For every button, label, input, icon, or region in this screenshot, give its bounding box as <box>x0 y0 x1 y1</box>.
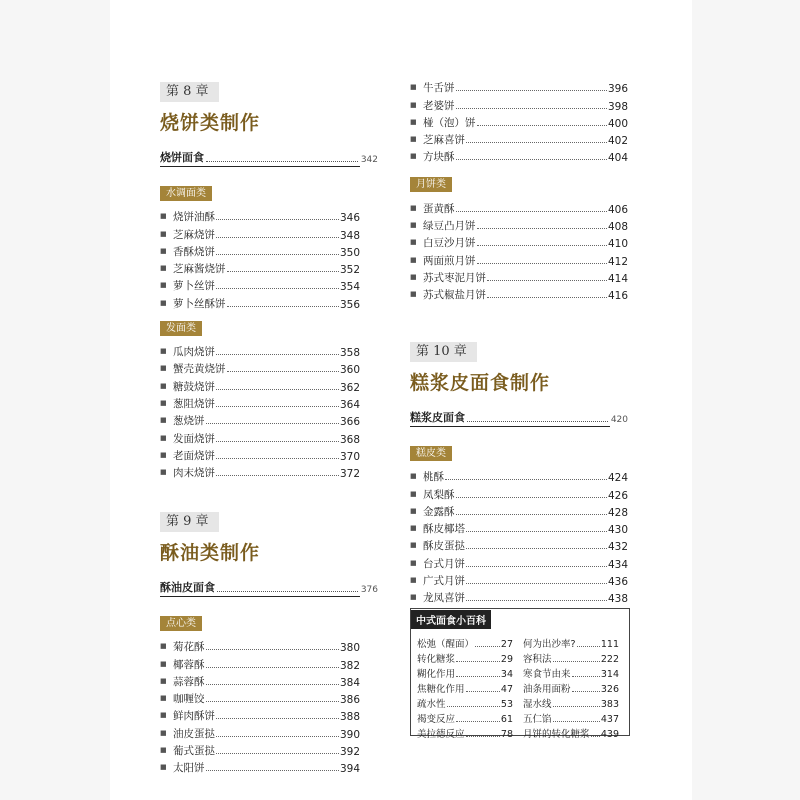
toc-item[interactable] <box>160 654 360 671</box>
bullet-icon: ■ <box>410 489 417 498</box>
dot-leader <box>487 297 607 298</box>
bullet-icon: ■ <box>410 290 417 299</box>
toc-item-title: 苏式枣泥月饼 <box>423 271 486 284</box>
toc-item-page: 392 <box>339 746 360 759</box>
toc-item[interactable] <box>160 376 360 393</box>
toc-item-title: 酥皮蛋挞 <box>423 540 465 553</box>
toc-item-title: 油皮蛋挞 <box>173 727 215 740</box>
toc-item[interactable] <box>410 502 628 519</box>
toc-item-title: 白豆沙月饼 <box>423 237 476 250</box>
dot-leader <box>216 718 339 719</box>
dot-leader <box>206 701 339 702</box>
bullet-icon: ■ <box>160 298 167 307</box>
chapter-title: 酥油类制作 <box>160 542 261 564</box>
bullet-icon: ■ <box>410 524 417 533</box>
encyclopedia-item-page: 61 <box>500 714 513 725</box>
toc-item-page: 412 <box>607 255 628 268</box>
toc-item-title: 蟹壳黄烧饼 <box>173 363 226 376</box>
toc-item-page: 352 <box>339 264 360 277</box>
dot-leader <box>206 770 339 771</box>
encyclopedia-item-title: 五仁馅 <box>523 714 552 725</box>
encyclopedia-left <box>417 635 513 740</box>
toc-item[interactable] <box>160 428 360 445</box>
encyclopedia-item[interactable] <box>523 680 619 695</box>
encyclopedia-item-title: 月饼的转化糖浆 <box>523 729 590 740</box>
chapter-title: 糕浆皮面食制作 <box>410 372 551 394</box>
item-list <box>410 198 628 302</box>
toc-item-page: 360 <box>339 364 360 377</box>
dot-leader <box>466 548 607 549</box>
dot-leader <box>447 706 500 707</box>
dot-leader <box>456 661 500 662</box>
toc-item-page: 430 <box>607 524 628 537</box>
toc-item-title: 蒜蓉酥 <box>173 675 205 688</box>
toc-item-title: 绿豆凸月饼 <box>423 220 476 233</box>
encyclopedia-item-title: 褐变反应 <box>417 714 456 725</box>
bullet-icon: ■ <box>410 135 417 144</box>
toc-item[interactable] <box>160 758 360 775</box>
toc-item-page: 348 <box>339 229 360 242</box>
toc-item[interactable] <box>410 484 628 501</box>
dot-leader <box>553 706 600 707</box>
toc-item[interactable] <box>160 689 360 706</box>
toc-item-title: 广式月饼 <box>423 575 465 588</box>
toc-item[interactable] <box>410 250 628 267</box>
toc-item-title: 菊花酥 <box>173 641 205 654</box>
section-tag: 发面类 <box>160 321 202 336</box>
bullet-icon: ■ <box>160 281 167 290</box>
section-tag: 点心类 <box>160 616 202 631</box>
toc-item-title: 酥皮椰塔 <box>423 523 465 536</box>
toc-item-title: 香酥烧饼 <box>173 245 215 258</box>
left-margin <box>0 0 110 800</box>
toc-item[interactable] <box>160 723 360 740</box>
toc-item-page: 364 <box>339 398 360 411</box>
bullet-icon: ■ <box>160 450 167 459</box>
dot-leader <box>216 441 339 442</box>
encyclopedia-item[interactable] <box>523 665 619 680</box>
encyclopedia-item-page: 47 <box>500 684 513 695</box>
encyclopedia-item[interactable] <box>417 635 513 650</box>
toc-item-page: 346 <box>339 212 360 225</box>
toc-item-page: 404 <box>607 152 628 165</box>
toc-item[interactable] <box>410 519 628 536</box>
section-tag: 糕皮类 <box>410 446 452 461</box>
toc-item-title: 芝麻酱烧饼 <box>173 263 226 276</box>
dot-leader <box>572 676 600 677</box>
toc-item-title: 凤梨酥 <box>423 488 455 501</box>
encyclopedia-item[interactable] <box>523 710 619 725</box>
dot-leader <box>206 649 339 650</box>
toc-item-title: 苏式椒盐月饼 <box>423 289 486 302</box>
bullet-icon: ■ <box>160 212 167 221</box>
toc-item-title: 蛋黄酥 <box>423 202 455 215</box>
chapter-8 <box>160 80 378 481</box>
encyclopedia-item-page: 326 <box>600 684 619 695</box>
toc-item[interactable] <box>160 359 360 376</box>
item-list <box>160 342 360 480</box>
toc-item[interactable] <box>160 637 360 654</box>
toc-item-title: 咖喱饺 <box>173 693 205 706</box>
encyclopedia-item-page: 439 <box>600 729 619 740</box>
toc-item-page: 350 <box>339 246 360 259</box>
encyclopedia-item-page: 111 <box>600 639 619 650</box>
toc-item-page: 354 <box>339 281 360 294</box>
toc-item[interactable] <box>160 394 360 411</box>
toc-item-title: 金露酥 <box>423 505 455 518</box>
encyclopedia-item[interactable] <box>417 695 513 710</box>
bullet-icon: ■ <box>410 593 417 602</box>
dot-leader <box>216 458 339 459</box>
dot-leader <box>477 228 607 229</box>
bullet-icon: ■ <box>160 746 167 755</box>
bullet-icon: ■ <box>160 676 167 685</box>
encyclopedia-item-page: 383 <box>600 699 619 710</box>
toc-item-title: 芝麻烧饼 <box>173 228 215 241</box>
bullet-icon: ■ <box>410 203 417 212</box>
bullet-icon: ■ <box>410 541 417 550</box>
toc-item-page: 390 <box>339 728 360 741</box>
toc-item[interactable] <box>160 276 360 293</box>
toc-item[interactable] <box>160 672 360 689</box>
encyclopedia-item-page: 314 <box>600 669 619 680</box>
toc-item-page: 406 <box>607 203 628 216</box>
toc-item[interactable] <box>410 553 628 570</box>
encyclopedia-item-title: 焦糖化作用 <box>417 684 465 695</box>
bullet-icon: ■ <box>160 694 167 703</box>
encyclopedia-item-page: 29 <box>500 654 513 665</box>
toc-item-page: 416 <box>607 290 628 303</box>
dot-leader <box>456 211 607 212</box>
dot-leader <box>456 90 607 91</box>
encyclopedia-item-page: 27 <box>500 639 513 650</box>
dot-leader <box>466 600 607 601</box>
dot-leader <box>466 583 607 584</box>
dot-leader <box>206 684 339 685</box>
section-tag: 月饼类 <box>410 177 452 192</box>
dot-leader <box>477 245 607 246</box>
dot-leader <box>456 514 607 515</box>
dot-leader <box>216 406 339 407</box>
dot-leader <box>216 288 339 289</box>
bullet-icon: ■ <box>410 152 417 161</box>
bullet-icon: ■ <box>160 468 167 477</box>
toc-item-page: 410 <box>607 238 628 251</box>
toc-item-title: 龙凤喜饼 <box>423 592 465 605</box>
dot-leader <box>466 736 500 737</box>
encyclopedia-title: 中式面食小百科 <box>411 610 491 629</box>
encyclopedia-item[interactable] <box>523 695 619 710</box>
encyclopedia-item[interactable] <box>417 725 513 740</box>
toc-item-title: 牛舌饼 <box>423 82 455 95</box>
toc-item[interactable] <box>410 78 628 95</box>
toc-item-page: 380 <box>339 642 360 655</box>
encyclopedia-item-title: 糊化作用 <box>417 669 456 680</box>
bullet-icon: ■ <box>160 433 167 442</box>
toc-item-title: 台式月饼 <box>423 557 465 570</box>
toc-item[interactable] <box>410 588 628 605</box>
dot-leader <box>456 159 607 160</box>
bullet-icon: ■ <box>160 659 167 668</box>
toc-item[interactable] <box>410 268 628 285</box>
dot-leader <box>466 142 607 143</box>
bullet-icon: ■ <box>160 364 167 373</box>
bullet-icon: ■ <box>410 117 417 126</box>
encyclopedia-item[interactable] <box>417 710 513 725</box>
toc-item-page: 414 <box>607 272 628 285</box>
toc-item-title: 太阳饼 <box>173 762 205 775</box>
encyclopedia-item-title: 疏水性 <box>417 699 446 710</box>
toc-item-title: 肉末烧饼 <box>173 467 215 480</box>
bullet-icon: ■ <box>410 272 417 281</box>
toc-item-title: 两面煎月饼 <box>423 254 476 267</box>
dot-leader <box>456 497 607 498</box>
item-list <box>410 78 628 164</box>
encyclopedia-box <box>410 608 630 740</box>
toc-item-title: 椪（泡）饼 <box>423 116 476 129</box>
bullet-icon: ■ <box>160 381 167 390</box>
toc-item-title: 芝麻喜饼 <box>423 134 465 147</box>
toc-item[interactable] <box>160 242 360 259</box>
encyclopedia-right <box>523 635 619 740</box>
dot-leader <box>227 371 339 372</box>
toc-item-page: 398 <box>607 100 628 113</box>
chapter-title: 烧饼类制作 <box>160 112 261 134</box>
encyclopedia-item-title: 美拉德反应 <box>417 729 465 740</box>
encyclopedia-item[interactable] <box>523 725 619 740</box>
encyclopedia-item-title: 容积法 <box>523 654 552 665</box>
dot-leader <box>216 237 339 238</box>
encyclopedia-item-page: 437 <box>600 714 619 725</box>
main-entry[interactable]: 烧饼面食 342 <box>160 151 378 165</box>
dot-leader <box>553 661 600 662</box>
toc-item-page: 372 <box>339 468 360 481</box>
dot-leader <box>477 263 607 264</box>
dot-leader <box>572 691 600 692</box>
toc-item-title: 萝卜丝饼 <box>173 280 215 293</box>
toc-item[interactable] <box>160 463 360 480</box>
item-list <box>160 207 360 311</box>
dot-leader <box>227 306 339 307</box>
bullet-icon: ■ <box>410 576 417 585</box>
bullet-icon: ■ <box>410 558 417 567</box>
toc-item-title: 椰蓉酥 <box>173 658 205 671</box>
bullet-icon: ■ <box>160 642 167 651</box>
dot-leader <box>477 125 607 126</box>
section-tag: 水调面类 <box>160 186 212 201</box>
dot-leader <box>456 676 500 677</box>
dot-leader <box>216 254 339 255</box>
toc-item-page: 428 <box>607 506 628 519</box>
toc-item-title: 老面烧饼 <box>173 449 215 462</box>
toc-item-title: 葡式蛋挞 <box>173 745 215 758</box>
dot-leader <box>591 736 600 737</box>
bullet-icon: ■ <box>160 763 167 772</box>
toc-item-page: 396 <box>607 83 628 96</box>
dot-leader <box>216 753 339 754</box>
bullet-icon: ■ <box>160 416 167 425</box>
dot-leader <box>445 479 607 480</box>
encyclopedia-item[interactable] <box>523 635 619 650</box>
toc-item-page: 366 <box>339 416 360 429</box>
dot-leader <box>227 271 339 272</box>
item-list <box>410 467 628 605</box>
toc-item-page: 438 <box>607 593 628 606</box>
bullet-icon: ■ <box>160 347 167 356</box>
dot-leader <box>466 691 500 692</box>
toc-item-page: 386 <box>339 694 360 707</box>
toc-item[interactable] <box>160 207 360 224</box>
toc-item-title: 瓜肉烧饼 <box>173 346 215 359</box>
toc-item-page: 436 <box>607 576 628 589</box>
bullet-icon: ■ <box>160 398 167 407</box>
toc-item[interactable] <box>410 285 628 302</box>
toc-item-title: 发面烧饼 <box>173 432 215 445</box>
dot-leader <box>466 531 607 532</box>
chapter-label: 第 8 章 <box>160 82 219 102</box>
bullet-icon: ■ <box>160 264 167 273</box>
main-entry[interactable]: 酥油皮面食 376 <box>160 581 378 595</box>
dot-leader <box>577 646 600 647</box>
bullet-icon: ■ <box>410 100 417 109</box>
toc-item-page: 408 <box>607 221 628 234</box>
toc-item-page: 368 <box>339 433 360 446</box>
main-entry[interactable]: 糕浆皮面食 420 <box>410 411 628 425</box>
bullet-icon: ■ <box>160 246 167 255</box>
toc-item-page: 400 <box>607 117 628 130</box>
dot-leader <box>216 389 339 390</box>
toc-item-page: 370 <box>339 450 360 463</box>
chapter-label: 第 9 章 <box>160 512 219 532</box>
bullet-icon: ■ <box>410 238 417 247</box>
encyclopedia-item[interactable] <box>417 680 513 695</box>
encyclopedia-item-title: 松弛（醒面） <box>417 639 475 650</box>
toc-item[interactable] <box>410 95 628 112</box>
encyclopedia-item-title: 转化糖浆 <box>417 654 456 665</box>
toc-item[interactable] <box>410 233 628 250</box>
toc-item[interactable] <box>410 113 628 130</box>
toc-item-title: 萝卜丝酥饼 <box>173 297 226 310</box>
bullet-icon: ■ <box>160 711 167 720</box>
bullet-icon: ■ <box>410 506 417 515</box>
dot-leader <box>466 566 607 567</box>
toc-item-page: 434 <box>607 558 628 571</box>
bullet-icon: ■ <box>160 229 167 238</box>
dot-leader <box>206 423 339 424</box>
toc-item-title: 鲜肉酥饼 <box>173 710 215 723</box>
encyclopedia-item-page: 34 <box>500 669 513 680</box>
toc-item[interactable] <box>410 216 628 233</box>
toc-item-page: 394 <box>339 763 360 776</box>
toc-item-page: 424 <box>607 472 628 485</box>
dot-leader <box>216 475 339 476</box>
encyclopedia-item[interactable] <box>417 650 513 665</box>
toc-item-page: 402 <box>607 135 628 148</box>
toc-item[interactable] <box>160 293 360 310</box>
dot-leader <box>553 721 600 722</box>
toc-item[interactable] <box>160 224 360 241</box>
toc-item[interactable] <box>160 259 360 276</box>
toc-item[interactable] <box>410 130 628 147</box>
bullet-icon: ■ <box>410 221 417 230</box>
toc-item[interactable] <box>410 467 628 484</box>
toc-item-page: 432 <box>607 541 628 554</box>
encyclopedia-item-title: 何为出沙率? <box>523 639 576 650</box>
dot-leader <box>216 354 339 355</box>
dot-leader <box>487 280 607 281</box>
toc-item-page: 388 <box>339 711 360 724</box>
toc-item-page: 358 <box>339 347 360 360</box>
chapter-9 <box>160 510 378 776</box>
toc-item-title: 葱阻烧饼 <box>173 397 215 410</box>
encyclopedia-item-page: 222 <box>600 654 619 665</box>
toc-item[interactable] <box>410 147 628 164</box>
item-list <box>160 637 360 775</box>
right-margin <box>692 0 800 800</box>
dot-leader <box>456 721 500 722</box>
encyclopedia-item-page: 53 <box>500 699 513 710</box>
toc-item-page: 382 <box>339 659 360 672</box>
dot-leader <box>456 108 607 109</box>
toc-item[interactable] <box>410 198 628 215</box>
encyclopedia-item-title: 寒食节由来 <box>523 669 571 680</box>
bullet-icon: ■ <box>160 728 167 737</box>
encyclopedia-item-page: 78 <box>500 729 513 740</box>
encyclopedia-item-title: 油条用面粉 <box>523 684 571 695</box>
toc-item-page: 362 <box>339 381 360 394</box>
toc-item[interactable] <box>160 706 360 723</box>
toc-item-title: 方块酥 <box>423 151 455 164</box>
toc-item-page: 356 <box>339 298 360 311</box>
toc-item-title: 老婆饼 <box>423 99 455 112</box>
toc-item[interactable] <box>160 446 360 463</box>
chapter-10 <box>410 340 628 605</box>
encyclopedia-item[interactable] <box>523 650 619 665</box>
toc-item-title: 糖鼓烧饼 <box>173 380 215 393</box>
dot-leader <box>216 736 339 737</box>
toc-item-page: 384 <box>339 676 360 689</box>
dot-leader <box>216 219 339 220</box>
bullet-icon: ■ <box>410 472 417 481</box>
encyclopedia-item[interactable] <box>417 665 513 680</box>
encyclopedia-item-title: 湿水线 <box>523 699 552 710</box>
toc-item-title: 葱烧饼 <box>173 415 205 428</box>
toc-item[interactable] <box>410 571 628 588</box>
dot-leader <box>206 667 339 668</box>
bullet-icon: ■ <box>410 83 417 92</box>
toc-item-page: 426 <box>607 489 628 502</box>
chapter-9-continued <box>410 78 628 302</box>
bullet-icon: ■ <box>410 255 417 264</box>
toc-item[interactable] <box>160 741 360 758</box>
toc-item[interactable] <box>160 411 360 428</box>
chapter-label: 第 10 章 <box>410 342 477 362</box>
dot-leader <box>475 646 500 647</box>
toc-item[interactable] <box>160 342 360 359</box>
toc-item-title: 桃酥 <box>423 471 444 484</box>
toc-item-title: 烧饼油酥 <box>173 211 215 224</box>
toc-item[interactable] <box>410 536 628 553</box>
